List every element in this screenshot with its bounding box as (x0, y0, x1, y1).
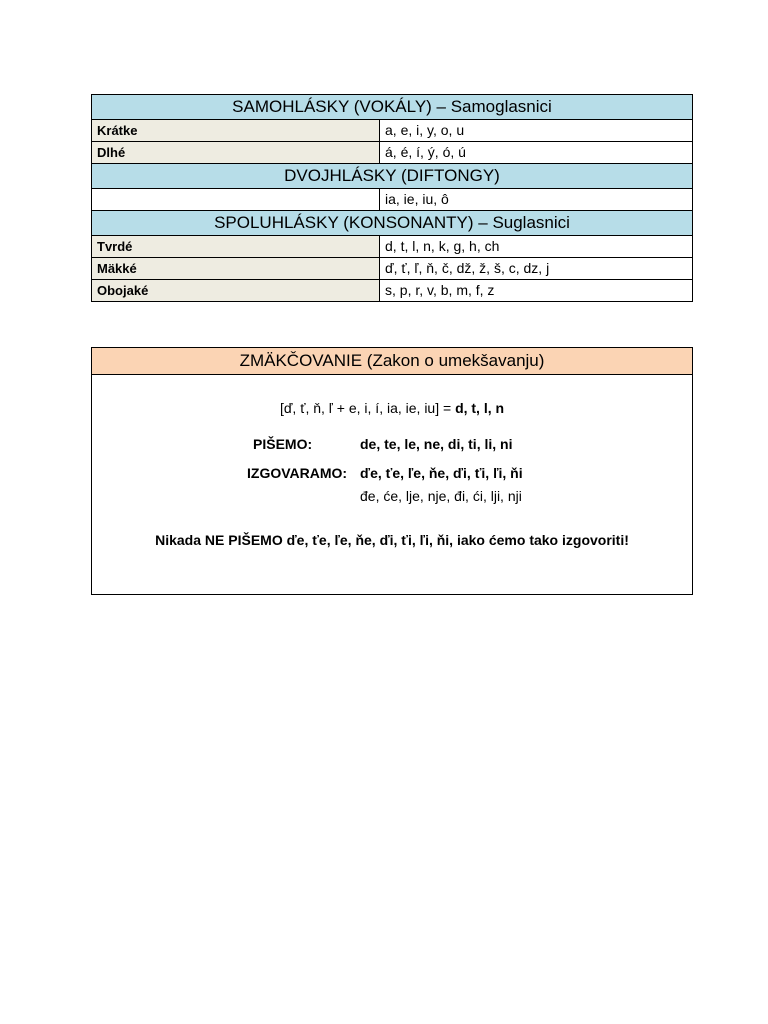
table-row (92, 120, 693, 142)
softening-header: ZMÄKČOVANIE (Zakon o umekšavanju) (92, 348, 692, 375)
vowels-header-row (92, 95, 693, 120)
written-value: de, te, le, ne, di, ti, li, ni (360, 436, 513, 452)
row-value: ď, ť, ľ, ň, č, dž, ž, š, c, dz, j (380, 258, 693, 280)
table-row (92, 280, 693, 302)
row-label: Dlhé (92, 142, 380, 164)
table-row (92, 258, 693, 280)
spoken-approximation: đe, će, lje, nje, đi, ći, lji, nji (360, 488, 522, 504)
row-label: Obojaké (92, 280, 380, 302)
diphthongs-header-row (92, 164, 693, 189)
spoken-label: IZGOVARAMO: (247, 465, 348, 481)
diphthongs-header: DVOJHLÁSKY (DIFTONGY) (92, 164, 693, 189)
consonants-header: SPOLUHLÁSKY (KONSONANTY) – Suglasnici (92, 211, 693, 236)
row-value: á, é, í, ý, ó, ú (380, 142, 693, 164)
spoken-value: ďe, ťe, ľe, ňe, ďi, ťi, ľi, ňi (360, 465, 523, 481)
row-value: s, p, r, v, b, m, f, z (380, 280, 693, 302)
empty-cell (92, 189, 380, 211)
row-value: a, e, i, y, o, u (380, 120, 693, 142)
row-label: Mäkké (92, 258, 380, 280)
written-label: PIŠEMO: (253, 436, 313, 452)
table-row (92, 236, 693, 258)
table-row (92, 142, 693, 164)
row-value: ia, ie, iu, ô (380, 189, 693, 211)
warning-text: Nikada NE PIŠEMO ďe, ťe, ľe, ňe, ďi, ťi, ľi, ňi, iako ćemo tako izgovoriti! (155, 532, 629, 548)
row-value: d, t, l, n, k, g, h, ch (380, 236, 693, 258)
row-label: Tvrdé (92, 236, 380, 258)
table-row (92, 189, 693, 211)
formula-right: d, t, l, n (455, 400, 505, 416)
softening-formula (92, 398, 692, 418)
softening-box (91, 347, 693, 595)
consonants-header-row (92, 211, 693, 236)
formula-left: [ď, ť, ň, ľ + e, i, í, ia, ie, iu] = (279, 400, 456, 416)
row-label: Krátke (92, 120, 380, 142)
vowels-header: SAMOHLÁSKY (VOKÁLY) – Samoglasnici (92, 95, 693, 120)
letters-table (91, 94, 693, 302)
